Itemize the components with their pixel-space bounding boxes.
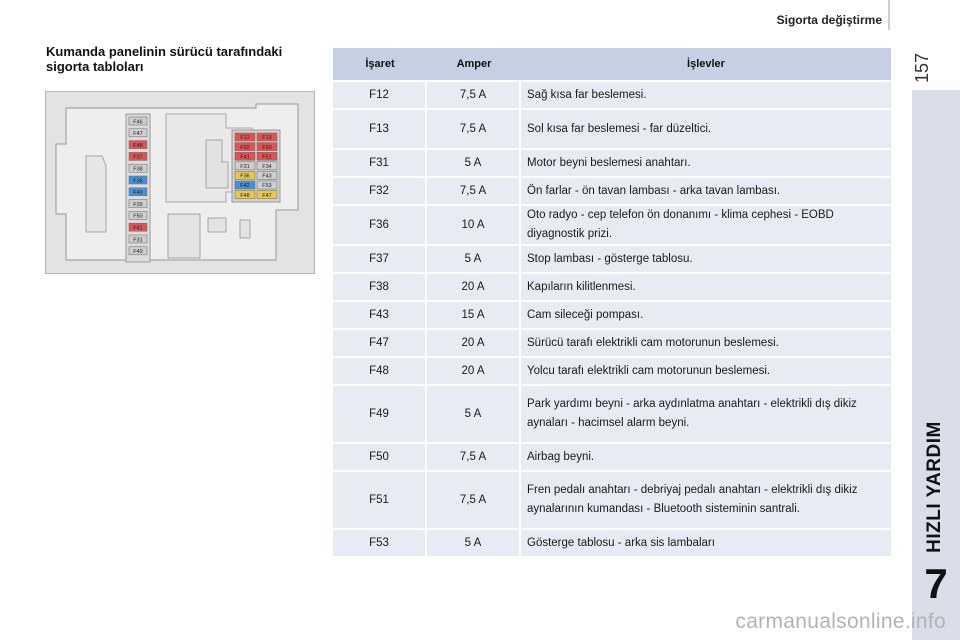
fuse-label: F38 xyxy=(133,166,143,173)
running-header-title: Sigorta değiştirme xyxy=(776,13,882,27)
fuse-function-cell: Oto radyo - cep telefon ön donanımı - klima cephesi - EOBD diyagnostik prizi. xyxy=(521,206,891,244)
fuse-code-cell: F32 xyxy=(333,178,427,204)
fuse-code-cell: F38 xyxy=(333,274,427,300)
fuse-code-cell: F37 xyxy=(333,246,427,272)
fuse-label: F53 xyxy=(262,183,272,190)
watermark: carmanualsonline.info xyxy=(735,610,946,633)
fuse-function-cell: Ön farlar - ön tavan lambası - arka tavan lambası. xyxy=(521,178,891,204)
fuse-amperage-cell: 20 A xyxy=(427,330,521,356)
fuse-amperage-cell: 5 A xyxy=(427,386,521,442)
table-row xyxy=(333,386,891,442)
fuse-amperage-cell: 15 A xyxy=(427,302,521,328)
fuse-function-cell: Fren pedalı anahtarı - debriyaj pedalı anahtarı - elektrikli dış dikiz aynalarının kumandası - Bluetooth sisteminin santrali. xyxy=(521,472,891,528)
table-row xyxy=(333,206,891,244)
fuse-amperage-cell: 5 A xyxy=(427,246,521,272)
fuse-label: F40 xyxy=(133,190,143,197)
fuse-code-cell: F47 xyxy=(333,330,427,356)
fuse-amperage-cell: 7,5 A xyxy=(427,110,521,148)
fuse-amperage-cell: 20 A xyxy=(427,274,521,300)
fuse-function-cell: Stop lambası - gösterge tablosu. xyxy=(521,246,891,272)
fuse-amperage-cell: 7,5 A xyxy=(427,178,521,204)
fuse-label: F31 xyxy=(133,237,143,244)
fuse-amperage-cell: 10 A xyxy=(427,206,521,244)
table-row xyxy=(333,330,891,356)
column-header-function: İşlevler xyxy=(521,48,891,80)
fuse-label: F43 xyxy=(262,173,272,180)
chapter-title xyxy=(907,402,960,572)
fuse-function-cell: Gösterge tablosu - arka sis lambaları xyxy=(521,530,891,556)
fuse-function-cell: Airbag beyni. xyxy=(521,444,891,470)
fuse-label: F51 xyxy=(262,154,272,161)
fuse-box-illustration xyxy=(46,92,314,273)
fuse-amperage-cell: 5 A xyxy=(427,530,521,556)
page-number xyxy=(902,48,942,88)
fuse-code-cell: F49 xyxy=(333,386,427,442)
column-header-code: İşaret xyxy=(333,48,427,80)
fuse-label: F13 xyxy=(262,135,272,142)
table-row xyxy=(333,246,891,272)
table-row xyxy=(333,178,891,204)
fuse-amperage-cell: 20 A xyxy=(427,358,521,384)
table-row xyxy=(333,530,891,556)
fuse-function-cell: Motor beyni beslemesi anahtarı. xyxy=(521,150,891,176)
fuse-label: F48 xyxy=(133,142,143,149)
fuse-function-cell: Sol kısa far beslemesi - far düzeltici. xyxy=(521,110,891,148)
fuse-label: F47 xyxy=(133,131,143,138)
chapter-title-text: HIZLI YARDIM xyxy=(924,421,945,553)
fuse-label: F42 xyxy=(240,183,250,190)
column-header-amp: Amper xyxy=(427,48,521,80)
fuse-function-cell: Kapıların kilitlenmesi. xyxy=(521,274,891,300)
fuse-label: F36 xyxy=(133,178,143,185)
fuse-code-cell: F31 xyxy=(333,150,427,176)
section-title: Kumanda panelinin sürücü tarafındaki sigorta tabloları xyxy=(46,44,283,74)
fuse-label: F32 xyxy=(240,144,250,151)
fuse-label: F12 xyxy=(240,135,250,142)
table-row xyxy=(333,82,891,108)
fuse-label: F50 xyxy=(262,144,272,151)
table-row xyxy=(333,358,891,384)
fuse-label: F49 xyxy=(133,249,143,256)
table-row xyxy=(333,150,891,176)
fuse-label: F48 xyxy=(240,192,250,199)
chapter-number: 7 xyxy=(924,560,948,607)
fuse-label: F34 xyxy=(262,164,272,170)
fuse-function-cell: Yolcu tarafı elektrikli cam motorunun beslemesi. xyxy=(521,358,891,384)
fuse-table xyxy=(333,46,891,558)
table-row xyxy=(333,472,891,528)
fuse-code-cell: F36 xyxy=(333,206,427,244)
fuse-function-cell: Sağ kısa far beslemesi. xyxy=(521,82,891,108)
fuse-amperage-cell: 7,5 A xyxy=(427,82,521,108)
fuse-code-cell: F53 xyxy=(333,530,427,556)
fuse-amperage-cell: 5 A xyxy=(427,150,521,176)
fuse-function-cell: Cam sileceği pompası. xyxy=(521,302,891,328)
fuse-code-cell: F13 xyxy=(333,110,427,148)
table-row xyxy=(333,110,891,148)
fuse-label: F31 xyxy=(240,164,250,170)
fuse-label: F39 xyxy=(133,201,143,208)
fuse-label: F41 xyxy=(240,154,250,161)
header-divider xyxy=(888,0,890,30)
table-row xyxy=(333,302,891,328)
fuse-code-cell: F51 xyxy=(333,472,427,528)
fuse-label: F46 xyxy=(133,119,143,126)
fuse-label: F37 xyxy=(133,154,143,161)
fuse-code-cell: F43 xyxy=(333,302,427,328)
fuse-function-cell: Sürücü tarafı elektrikli cam motorunun beslemesi. xyxy=(521,330,891,356)
fuse-label: F50 xyxy=(133,213,143,220)
table-row xyxy=(333,444,891,470)
fuse-label: F36 xyxy=(240,173,250,180)
fuse-amperage-cell: 7,5 A xyxy=(427,444,521,470)
fuse-label: F41 xyxy=(133,225,143,232)
fuse-label: F47 xyxy=(262,192,272,199)
page-number-text: 157 xyxy=(912,52,932,84)
fuse-box-diagram xyxy=(45,91,315,274)
fuse-table-header-row xyxy=(333,48,891,80)
fuse-function-cell: Park yardımı beyni - arka aydınlatma anahtarı - elektrikli dış dikiz aynaları - hacimsel alarm beyni. xyxy=(521,386,891,442)
fuse-code-cell: F12 xyxy=(333,82,427,108)
fuse-amperage-cell: 7,5 A xyxy=(427,472,521,528)
table-row xyxy=(333,274,891,300)
fuse-code-cell: F48 xyxy=(333,358,427,384)
fuse-code-cell: F50 xyxy=(333,444,427,470)
